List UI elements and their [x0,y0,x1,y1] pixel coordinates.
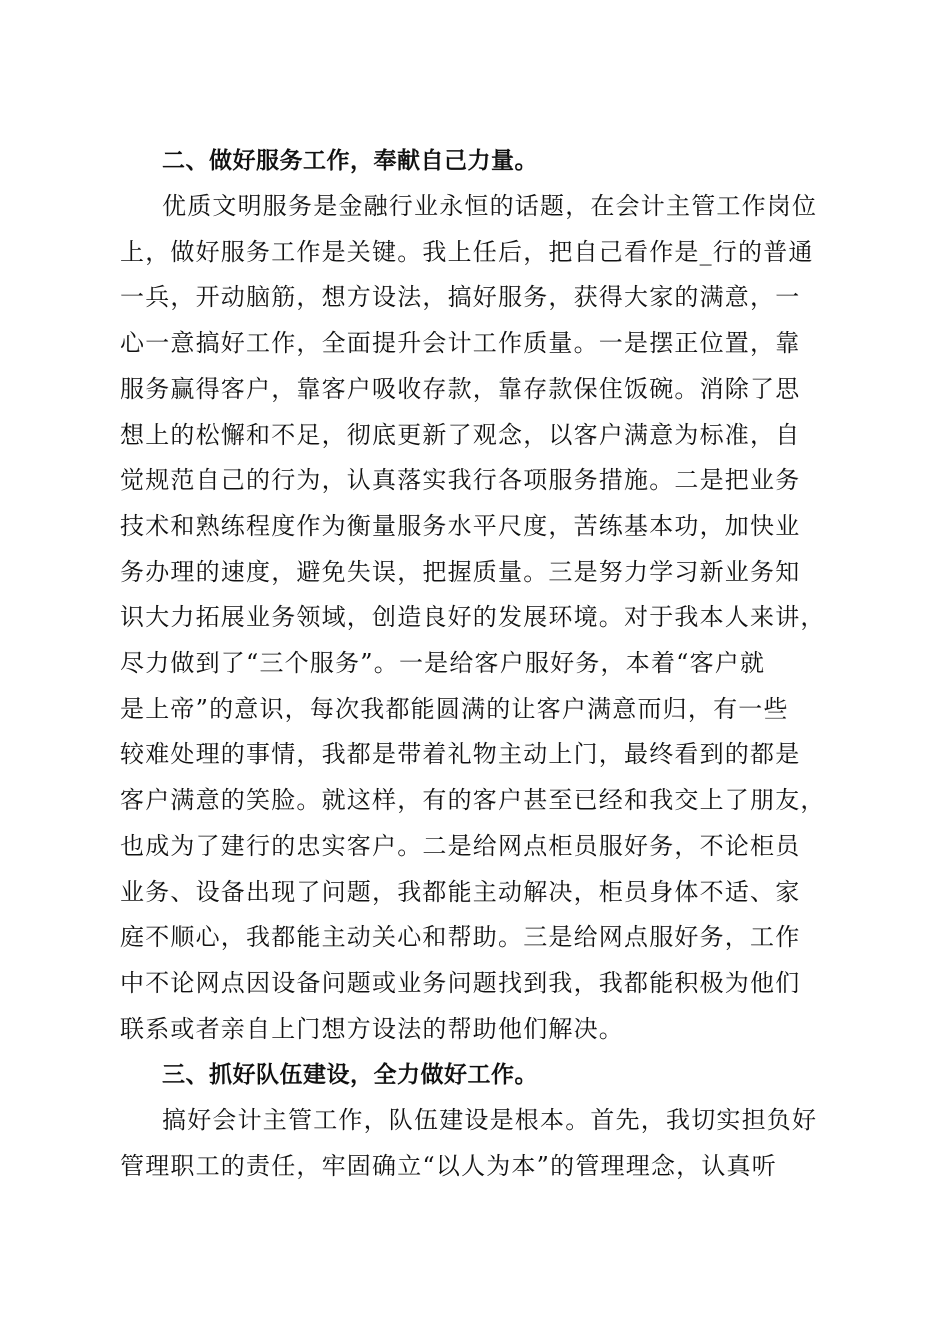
text-line: 技术和熟练程度作为衡量服务水平尺度，苦练基本功，加快业 [120,511,801,540]
text-line: 服务赢得客户，靠客户吸收存款，靠存款保住饭碗。消除了思 [120,374,801,403]
text-line: 一兵，开动脑筋，想方设法，搞好服务，获得大家的满意，一 [120,283,801,312]
text-line: 识大力拓展业务领域，创造良好的发展环境。对于我本人来讲， [120,603,826,632]
text-line: 庭不顺心，我都能主动关心和帮助。三是给网点服好务，工作 [120,923,801,952]
text-line: 心一意搞好工作，全面提升会计工作质量。一是摆正位置，靠 [120,329,801,358]
section-heading-service: 二、做好服务工作，奉献自己力量。 [162,148,538,174]
text-line: 也成为了建行的忠实客户。二是给网点柜员服好务，不论柜员 [120,831,801,860]
section-heading-team: 三、抓好队伍建设，全力做好工作。 [162,1062,538,1089]
text-line: 管理职工的责任，牢固确立“以人为本”的管理理念，认真听 [120,1152,777,1181]
text-line: 务办理的速度，避免失误，把握质量。三是努力学习新业务知 [120,557,801,586]
text-line: 搞好会计主管工作，队伍建设是根本。首先，我切实担负好 [162,1106,818,1135]
text-line: 上，做好服务工作是关键。我上任后，把自己看作是_行的普通 [120,237,814,266]
text-line: 尽力做到了“三个服务”。一是给客户服好务，本着“客户就 [120,649,766,678]
text-line: 中不论网点因设备问题或业务问题找到我，我都能积极为他们 [120,968,801,997]
text-line: 觉规范自己的行为，认真落实我行各项服务措施。二是把业务 [120,466,801,495]
paragraph-team [120,1098,832,1189]
text-line: 联系或者亲自上门想方设法的帮助他们解决。 [120,1014,624,1043]
text-line: 业务、设备出现了问题，我都能主动解决，柜员身体不适、家 [120,877,801,906]
text-line: 较难处理的事情，我都是带着礼物主动上门，最终看到的都是 [120,740,801,769]
text-line: 是上帝”的意识，每次我都能圆满的让客户满意而归，有一些 [120,694,789,723]
paragraph-service [120,184,832,1052]
text-line: 优质文明服务是金融行业永恒的话题，在会计主管工作岗位 [162,192,818,220]
text-line: 想上的松懈和不足，彻底更新了观念，以客户满意为标准，自 [120,420,801,449]
document-page [120,138,832,1190]
text-line: 客户满意的笑脸。就这样，有的客户甚至已经和我交上了朋友， [120,786,826,815]
